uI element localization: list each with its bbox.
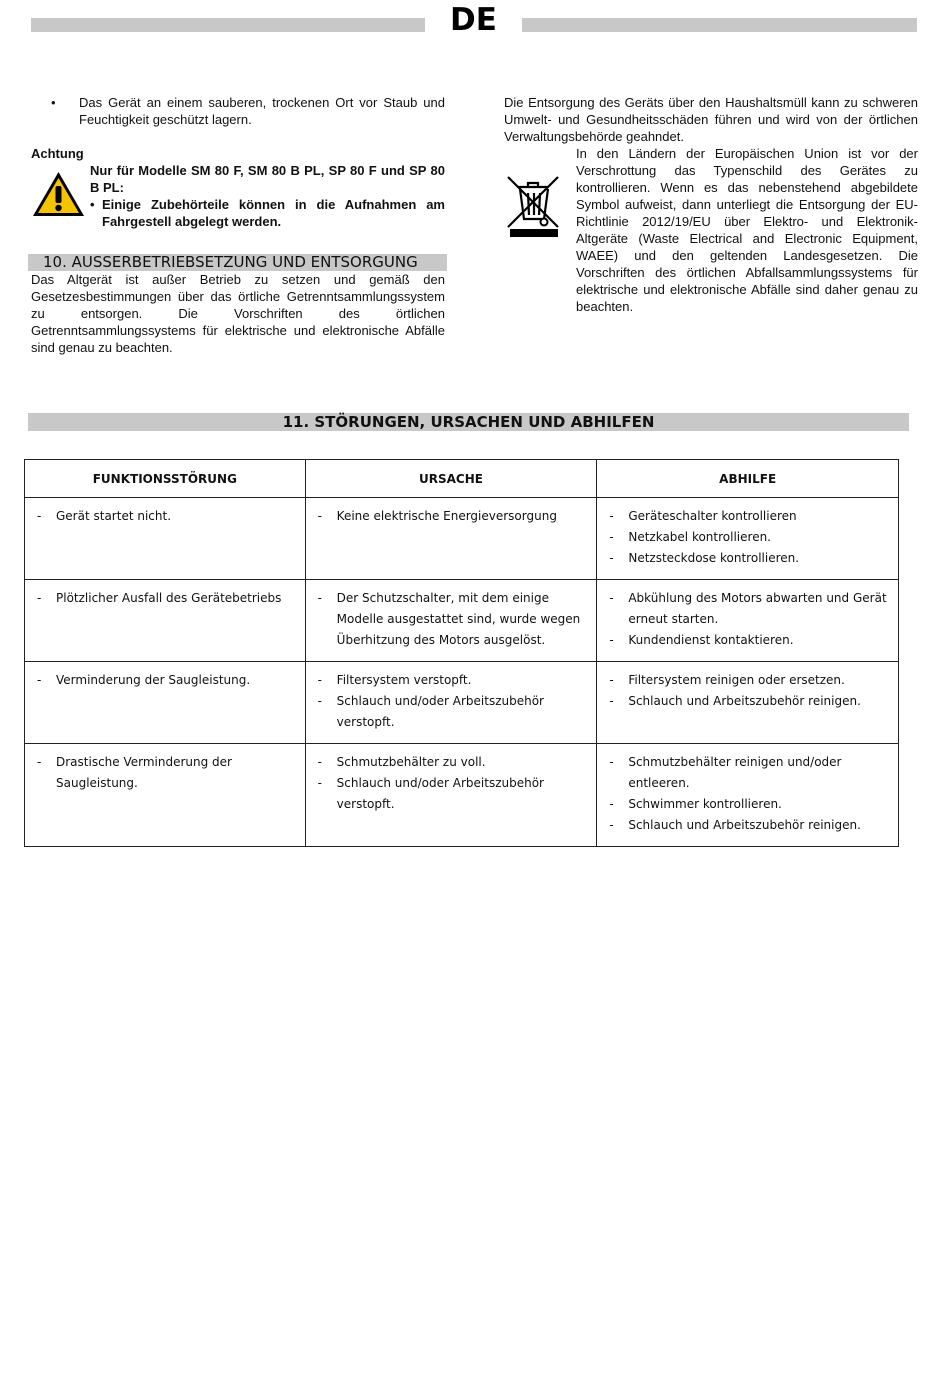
- header-rule-left: [31, 18, 425, 32]
- header-remedy: ABHILFE: [597, 460, 899, 498]
- cause-cell: [305, 744, 597, 847]
- list-item: - Geräteschalter kontrollieren: [609, 509, 797, 523]
- header-fault: FUNKTIONSSTÖRUNG: [25, 460, 306, 498]
- storage-bullet: [31, 94, 445, 128]
- list-item: - Drastische Verminderung der Saugleistung.: [37, 755, 232, 790]
- list-item: - Der Schutzschalter, mit dem einige Modelle ausgestattet sind, wurde wegen Überhitzung des Motors ausgelöst.: [317, 591, 581, 647]
- left-column: [31, 94, 445, 356]
- bullet-dot: •: [90, 197, 95, 212]
- weee-block: [504, 145, 918, 315]
- table-header-row: [25, 460, 899, 498]
- list-item: - Filtersystem reinigen oder ersetzen.: [609, 673, 845, 687]
- table-row: [25, 580, 899, 662]
- language-code: DE: [450, 2, 497, 38]
- list-item: - Verminderung der Saugleistung.: [37, 673, 251, 687]
- warning-triangle-icon: [31, 162, 90, 230]
- list-item: - Keine elektrische Energieversorgung: [317, 509, 557, 523]
- section-10-title: 10. AUSSERBETRIEBSETZUNG UND ENTSORGUNG: [28, 254, 447, 271]
- list-item: - Schlauch und Arbeitszubehör reinigen.: [609, 818, 861, 832]
- table-row: [25, 498, 899, 580]
- cause-cell: [305, 580, 597, 662]
- remedy-cell: [597, 498, 899, 580]
- achtung-models: Nur für Modelle SM 80 F, SM 80 B PL, SP 80 F und SP 80 B PL:: [90, 163, 445, 195]
- list-item: - Netzsteckdose kontrollieren.: [609, 551, 800, 565]
- header-rule-right: [522, 18, 917, 32]
- table-row: [25, 662, 899, 744]
- header-cause: URSACHE: [305, 460, 597, 498]
- fault-cell: [25, 662, 306, 744]
- crossed-out-wheelie-bin-icon: [504, 145, 576, 315]
- eu-directive-text: In den Ländern der Europäischen Union ist vor der Verschrottung das Typenschild des Gerätes zu kontrollieren. Wenn es das nebenstehend abgebildete Symbol aufweist, dann unterliegt die Entsorgung der EU-Richtlinie 2012/19/EU über Elektro- und Elektronik-Altgeräte (Waste Electrical and Electronic Equipment, WAEE) und den geltenden Landesgesetzen. Die Vorschriften des örtlichen Abfallsammlungssystems für elektrische und elektronische Abfälle sind daher genau zu beachten.: [576, 146, 918, 314]
- achtung-title: Achtung: [31, 146, 84, 161]
- list-item: - Schmutzbehälter zu voll.: [317, 755, 486, 769]
- achtung-block: [31, 162, 445, 230]
- cause-cell: [305, 498, 597, 580]
- storage-text: Das Gerät an einem sauberen, trockenen Ort vor Staub und Feuchtigkeit geschützt lagern.: [79, 95, 445, 127]
- list-item: - Filtersystem verstopft.: [317, 673, 472, 687]
- list-item: - Schwimmer kontrollieren.: [609, 797, 782, 811]
- list-item: - Schlauch und Arbeitszubehör reinigen.: [609, 694, 861, 708]
- section-11-title: 11. STÖRUNGEN, URSACHEN UND ABHILFEN: [28, 413, 909, 431]
- fault-cell: [25, 580, 306, 662]
- list-item: - Schlauch und/oder Arbeitszubehör verstopft.: [317, 776, 544, 811]
- achtung-bullet-text: Einige Zubehörteile können in die Aufnahmen am Fahrgestell abgelegt werden.: [102, 197, 445, 229]
- table-row: [25, 744, 899, 847]
- achtung-bullet: [90, 196, 445, 230]
- list-item: - Schlauch und/oder Arbeitszubehör verstopft.: [317, 694, 544, 729]
- list-item: - Gerät startet nicht.: [37, 509, 172, 523]
- list-item: - Netzkabel kontrollieren.: [609, 530, 771, 544]
- list-item: - Schmutzbehälter reinigen und/oder entleeren.: [609, 755, 842, 790]
- fault-cell: [25, 498, 306, 580]
- section-10-text: Das Altgerät ist außer Betrieb zu setzen und gemäß den Gesetzesbestimmungen über das örtliche Getrenntsammlungssystem zu entsorgen. Die Vorschriften des örtlichen Getrenntsammlungssystems für elektrische und elektronische Abfälle sind genau zu beachten.: [31, 272, 445, 355]
- remedy-cell: [597, 662, 899, 744]
- troubleshooting-table: [24, 459, 899, 847]
- fault-cell: [25, 744, 306, 847]
- right-column: [504, 94, 918, 315]
- disposal-text: Die Entsorgung des Geräts über den Haushaltsmüll kann zu schweren Umwelt- und Gesundheitsschäden führen und wird von der örtlichen Verwaltungsbehörde geahndet.: [504, 95, 918, 144]
- list-item: - Plötzlicher Ausfall des Gerätebetriebs: [37, 591, 282, 605]
- list-item: - Abkühlung des Motors abwarten und Gerät erneut starten.: [609, 591, 887, 626]
- remedy-cell: [597, 744, 899, 847]
- cause-cell: [305, 662, 597, 744]
- list-item: - Kundendienst kontaktieren.: [609, 633, 794, 647]
- bullet-dot: •: [51, 95, 56, 110]
- remedy-cell: [597, 580, 899, 662]
